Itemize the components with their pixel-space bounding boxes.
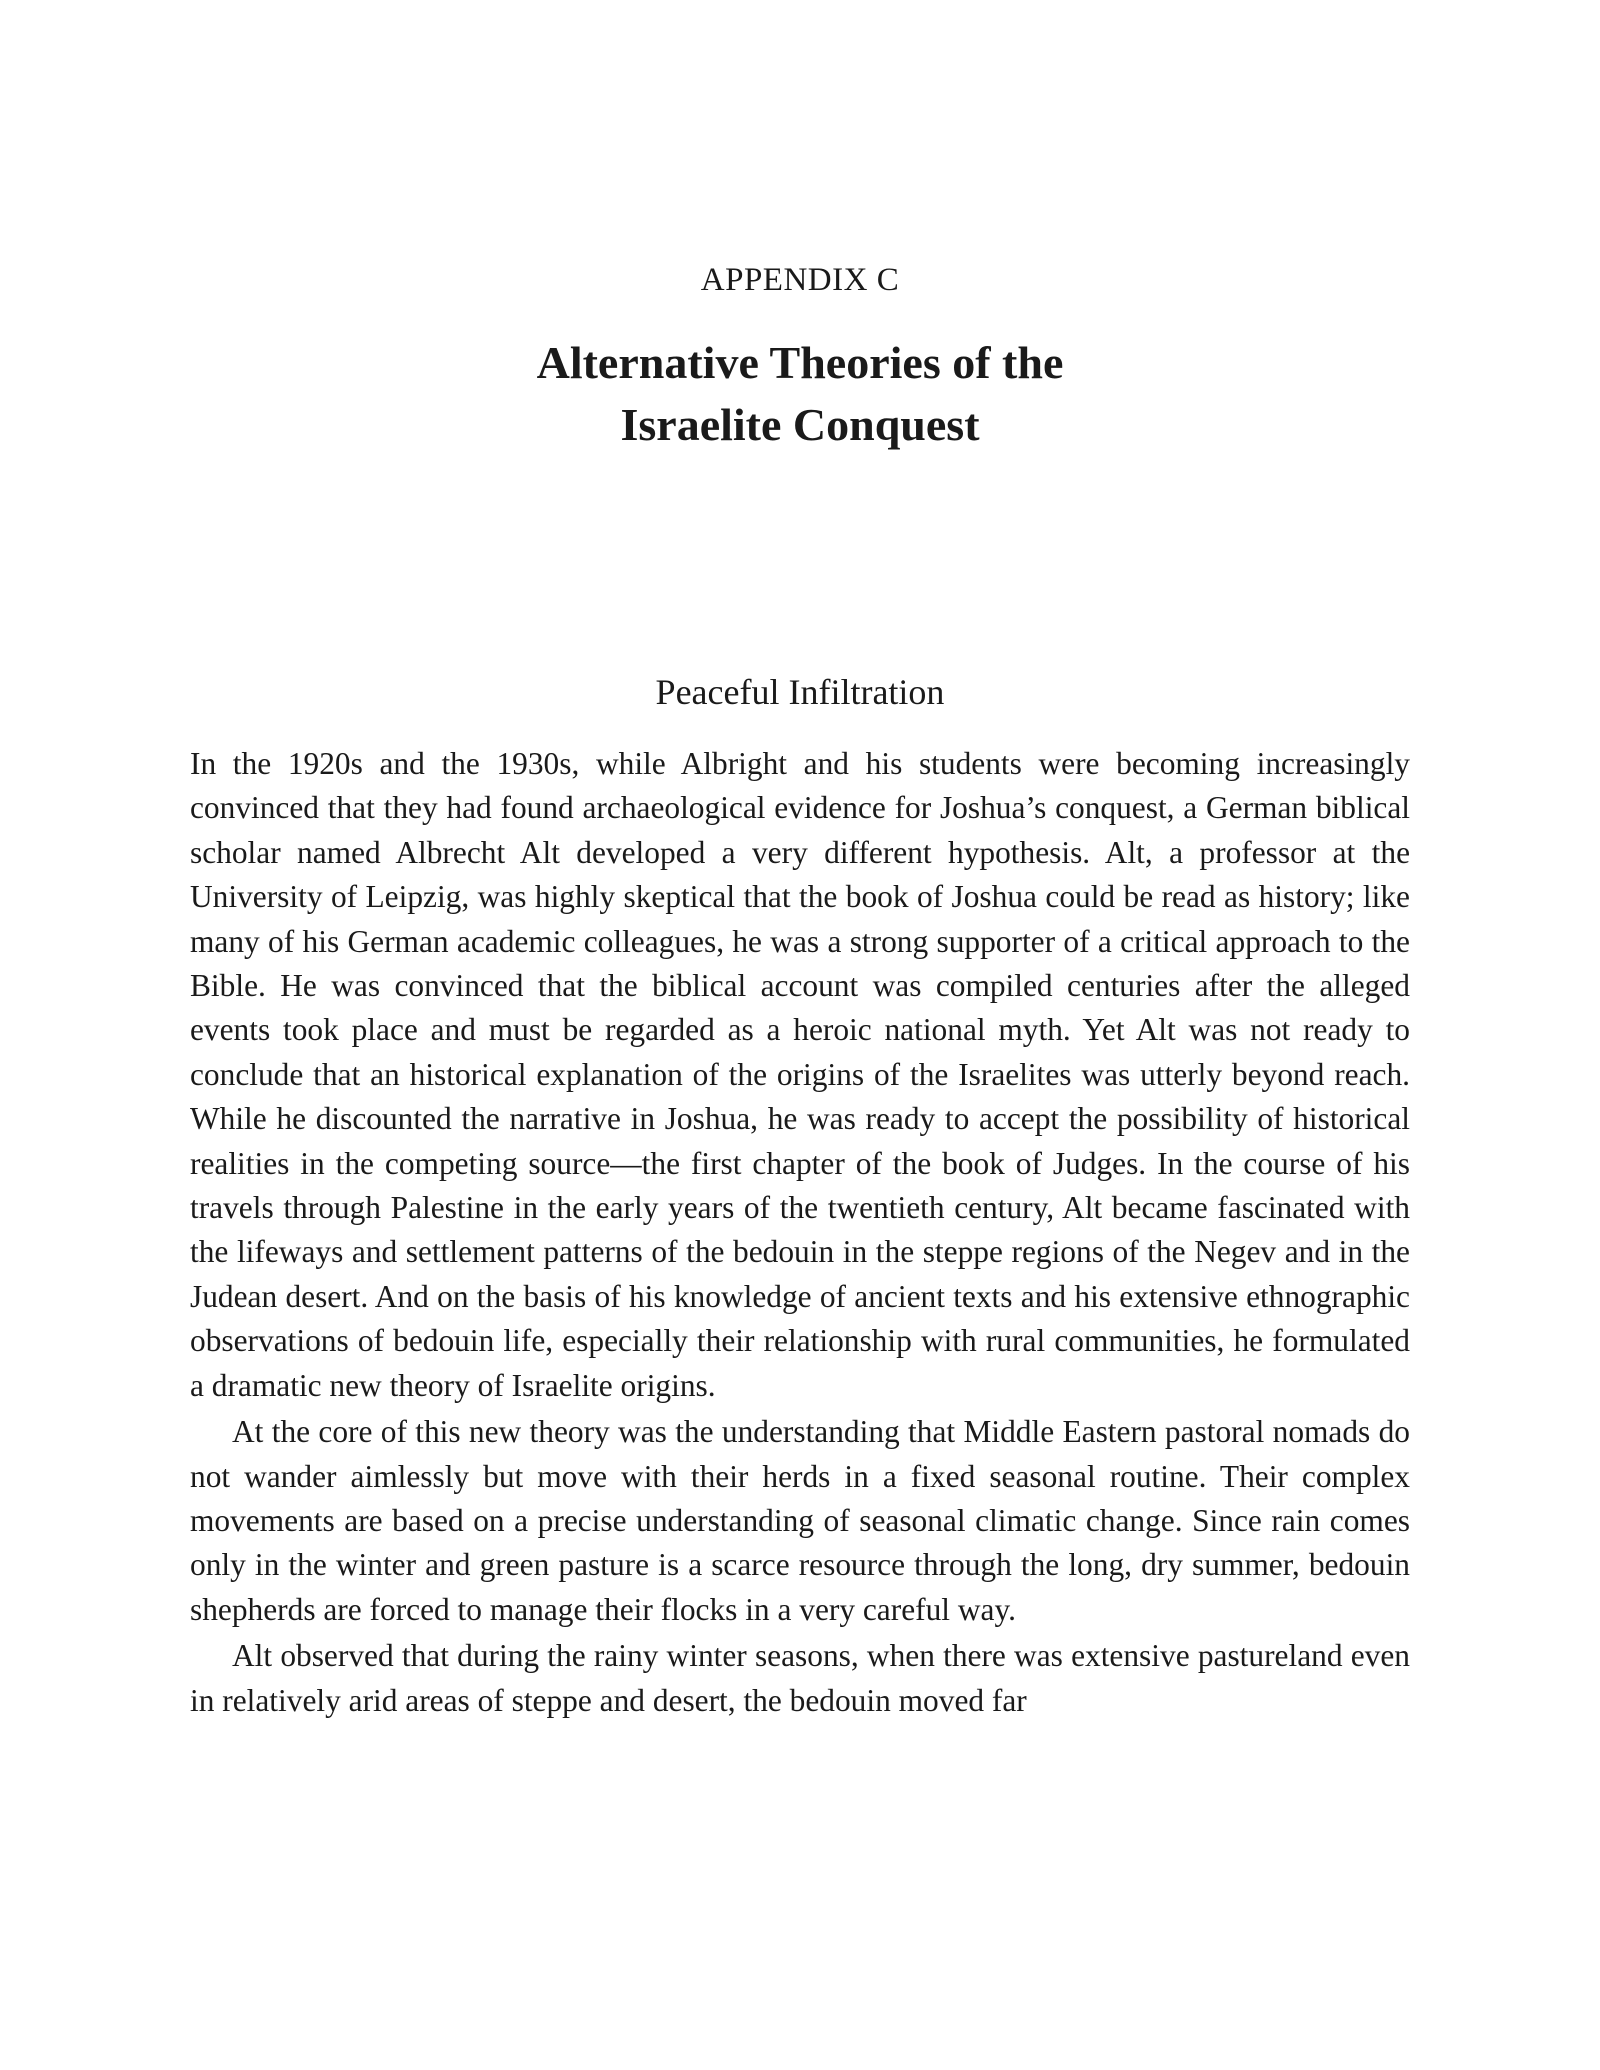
paragraph-2: At the core of this new theory was the understanding that Middle Eastern pastoral nomads do not wander aimlessly but move with their herds in a fixed seasonal routine. Their complex movements are based on a precise understanding of seasonal climatic change. Since rain comes only in the winter and green pasture is a scarce resource through the long, dry summer, bedouin shepherds are forced to manage their flocks in a very careful way. bbox=[190, 1414, 1410, 1627]
paragraph-1: In the 1920s and the 1930s, while Albright and his students were becoming increasingly convinced that they had found archaeological evidence for Joshua’s conquest, a German biblical scholar named Albrecht Alt developed a very different hypothesis. Alt, a professor at the University of Leipzig, was highly skeptical that the book of Joshua could be read as history; like many of his German academic colleagues, he was a strong supporter of a critical approach to the Bible. He was convinced that the biblical account was compiled centuries after the alleged events took place and must be regarded as a heroic national myth. Yet Alt was not ready to conclude that an historical explanation of the origins of the Israelites was utterly beyond reach. While he discounted the narrative in Joshua, he was ready to accept the possibility of historical realities in the competing source—the first chapter of the book of Judges. In the course of his travels through Palestine in the early years of the twentieth century, Alt became fascinated with the lifeways and settlement patterns of the bedouin in the steppe regions of the Negev and in the Judean desert. And on the basis of his knowledge of ancient texts and his extensive ethnographic observations of bedouin life, especially their relationship with rural communities, he formulated a dramatic new theory of Israelite origins. bbox=[190, 746, 1410, 1403]
section-heading: Peaceful Infiltration bbox=[655, 672, 945, 712]
body-text bbox=[190, 742, 1410, 1723]
chapter-title-line-1: Alternative Theories of the bbox=[536, 337, 1064, 388]
paragraph-3: Alt observed that during the rainy winter seasons, when there was extensive pastureland even in relatively arid areas of steppe and desert, the bedouin moved far bbox=[190, 1638, 1410, 1718]
chapter-title bbox=[0, 332, 1600, 456]
chapter-title-line-2: Israelite Conquest bbox=[620, 399, 980, 450]
appendix-label: APPENDIX C bbox=[700, 262, 900, 298]
